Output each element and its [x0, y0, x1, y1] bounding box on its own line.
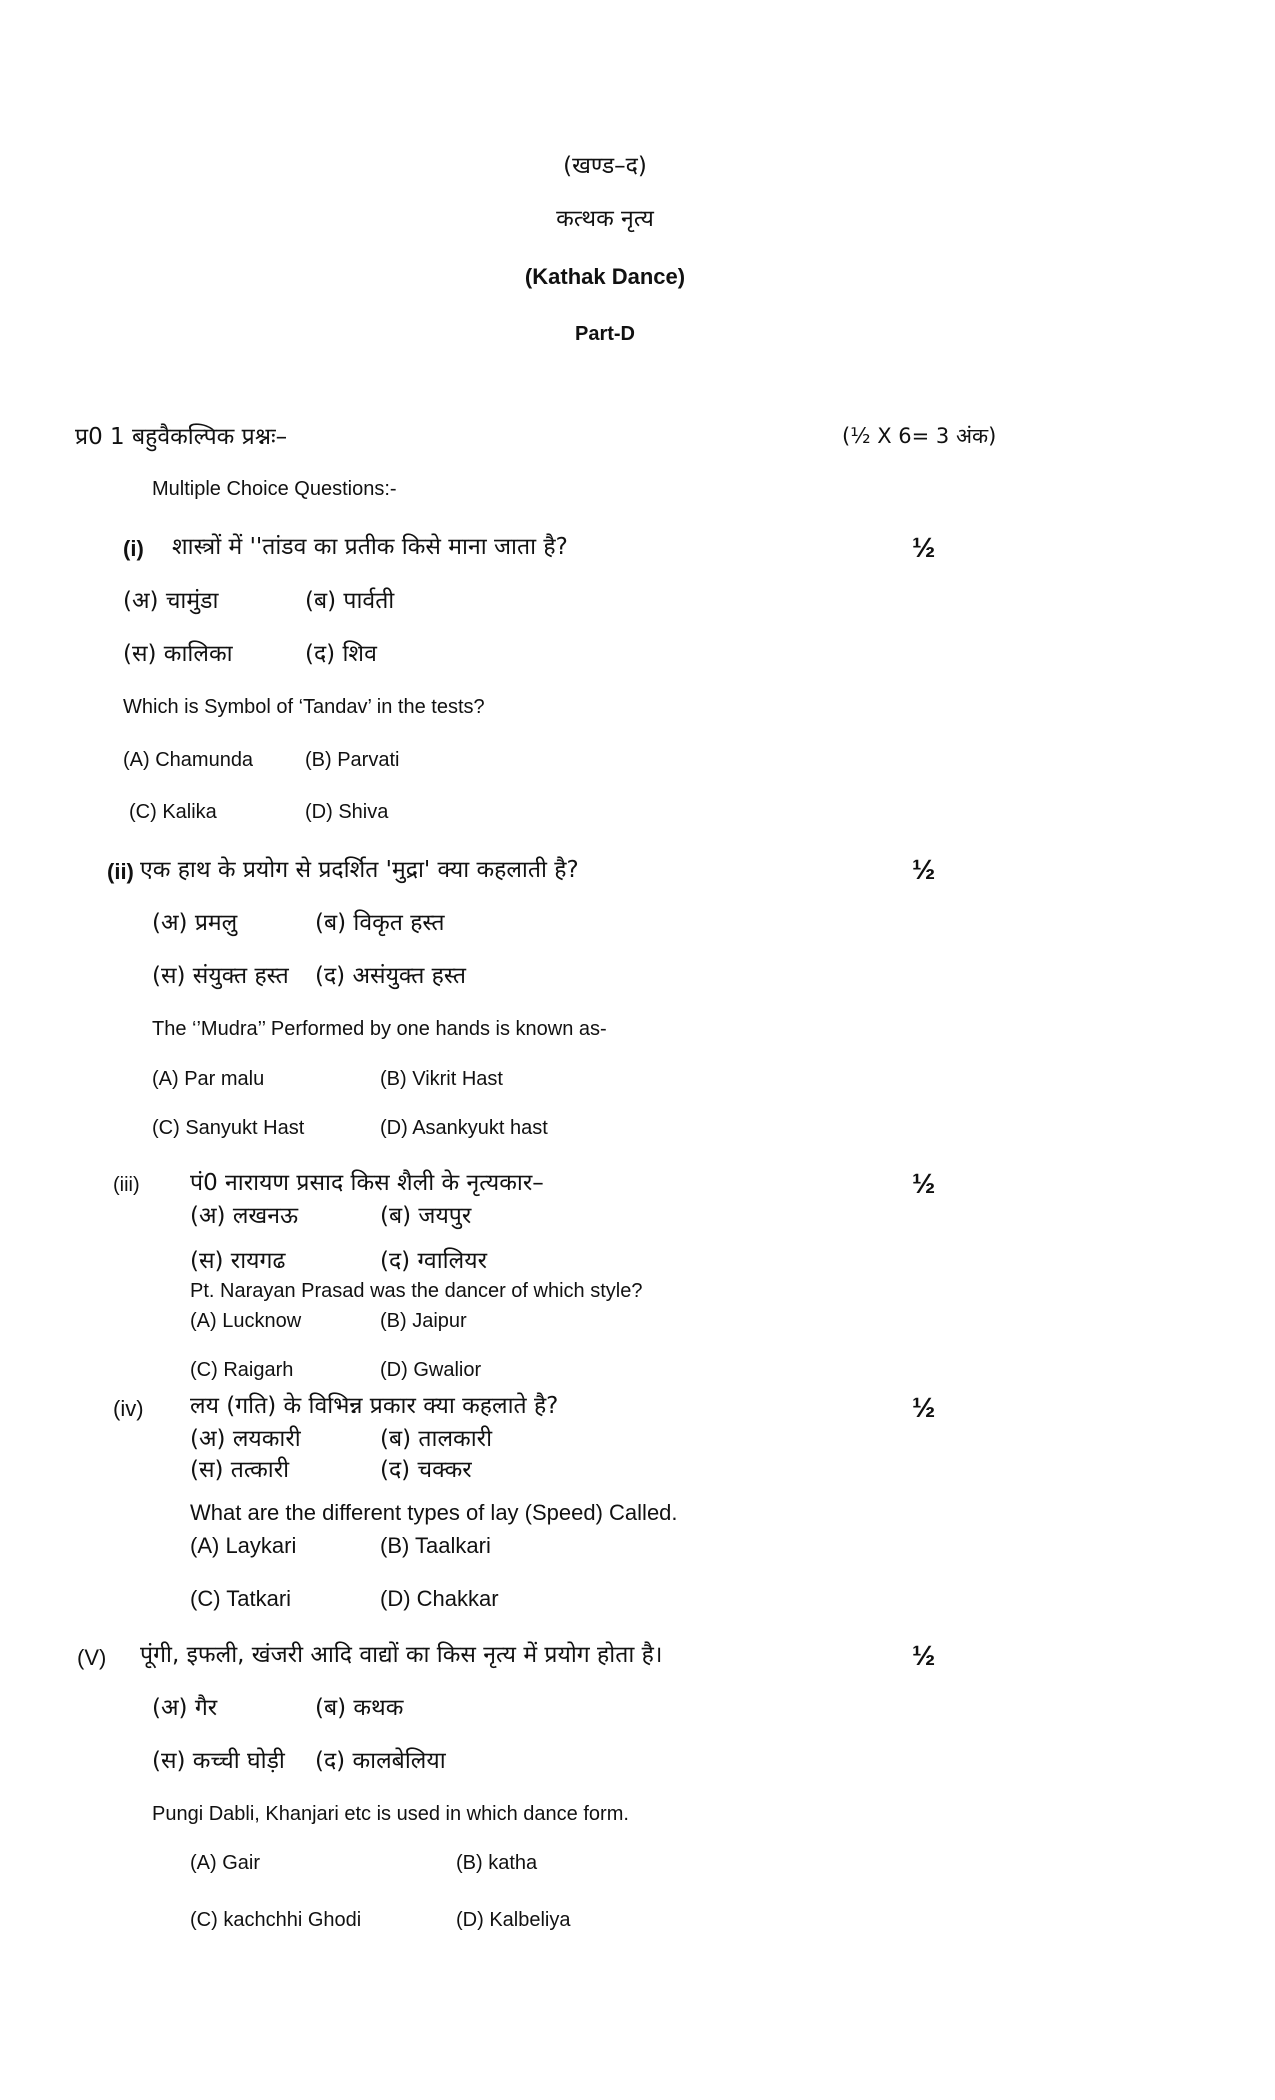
option-english-d: (D) Chakkar — [380, 1586, 499, 1611]
option-hindi-a: (अ) चामुंडा — [123, 588, 219, 614]
option-hindi-d: (द) कालबेलिया — [315, 1748, 446, 1774]
question-hindi: शास्त्रों में ''तांडव का प्रतीक किसे माना जाता है? — [172, 534, 568, 560]
item-number: (V) — [77, 1645, 107, 1670]
option-english-b: (B) Taalkari — [380, 1533, 491, 1558]
option-english-d: (D) Kalbeliya — [456, 1909, 571, 1931]
option-english-c: (C) kachchhi Ghodi — [190, 1909, 362, 1931]
option-english-a: (A) Par malu — [152, 1068, 265, 1090]
item-number: (ii) — [107, 859, 134, 884]
option-english-d: (D) Shiva — [305, 801, 389, 823]
question-mark: ½ — [912, 1168, 936, 1199]
option-english-b: (B) Vikrit Hast — [380, 1068, 503, 1090]
question-mark: ½ — [912, 532, 936, 563]
question-hindi: पूंगी, इफली, खंजरी आदि वाद्यों का किस नृत्य में प्रयोग होता है। — [140, 1642, 663, 1668]
option-hindi-b: (ब) विकृत हस्त — [315, 910, 445, 936]
subject-hindi: कत्थक नृत्य — [556, 206, 654, 232]
option-hindi-c: (स) संयुक्त हस्त — [152, 963, 289, 989]
option-english-b: (B) Parvati — [305, 749, 400, 771]
option-hindi-b: (ब) तालकारी — [380, 1426, 493, 1452]
question-hindi: पं0 नारायण प्रसाद किस शैली के नृत्यकार– — [190, 1170, 544, 1196]
option-hindi-d: (द) चक्कर — [380, 1457, 472, 1483]
option-hindi-c: (स) तत्कारी — [190, 1457, 290, 1483]
option-hindi-a: (अ) लयकारी — [190, 1426, 301, 1452]
option-english-a: (A) Chamunda — [123, 749, 254, 771]
question-mark: ½ — [912, 1392, 936, 1423]
item-number: (iii) — [113, 1174, 140, 1196]
option-hindi-a: (अ) लखनऊ — [190, 1203, 299, 1229]
option-hindi-a: (अ) प्रमलु — [152, 910, 238, 936]
option-hindi-b: (ब) जयपुर — [380, 1203, 472, 1229]
option-hindi-c: (स) कालिका — [123, 641, 233, 667]
option-english-d: (D) Asankyukt hast — [380, 1117, 548, 1139]
option-hindi-c: (स) कच्ची घोड़ी — [152, 1748, 285, 1774]
question-mark: ½ — [912, 854, 936, 885]
question-english: Which is Symbol of ‘Tandav’ in the tests? — [123, 696, 485, 718]
option-hindi-d: (द) ग्वालियर — [380, 1248, 487, 1274]
option-english-c: (C) Sanyukt Hast — [152, 1117, 305, 1139]
option-english-c: (C) Tatkari — [190, 1586, 292, 1611]
option-hindi-d: (द) शिव — [305, 641, 377, 667]
mcq-label-english: Multiple Choice Questions:- — [152, 478, 397, 500]
question-1-label: प्र0 1 बहुवैकल्पिक प्रश्नः– — [75, 424, 288, 450]
question-mark: ½ — [912, 1640, 936, 1671]
question-english: What are the different types of lay (Speed) Called. — [190, 1500, 678, 1525]
option-english-a: (A) Laykari — [190, 1533, 297, 1558]
option-english-b: (B) katha — [456, 1852, 538, 1874]
option-hindi-b: (ब) कथक — [315, 1695, 404, 1721]
question-english: Pungi Dabli, Khanjari etc is used in which dance form. — [152, 1803, 629, 1825]
item-number: (iv) — [113, 1396, 144, 1421]
part-label: Part-D — [574, 323, 635, 345]
option-english-c: (C) Raigarh — [190, 1359, 294, 1381]
option-english-a: (A) Gair — [190, 1852, 260, 1874]
option-english-c: (C) Kalika — [129, 801, 217, 823]
section-label: (खण्ड–द) — [563, 153, 647, 179]
question-english: Pt. Narayan Prasad was the dancer of which style? — [190, 1280, 643, 1302]
question-1-marks: (½ X 6= 3 अंक) — [842, 424, 997, 448]
question-hindi: लय (गति) के विभिन्न प्रकार क्या कहलाते है? — [190, 1393, 559, 1419]
subject-english: (Kathak Dance) — [524, 264, 686, 289]
option-hindi-a: (अ) गैर — [152, 1695, 218, 1721]
option-english-a: (A) Lucknow — [190, 1310, 302, 1332]
question-hindi: एक हाथ के प्रयोग से प्रदर्शित 'मुद्रा' क्या कहलाती है? — [140, 857, 579, 883]
option-hindi-c: (स) रायगढ — [190, 1248, 286, 1274]
option-english-b: (B) Jaipur — [380, 1310, 467, 1332]
option-hindi-d: (द) असंयुक्त हस्त — [315, 963, 466, 989]
item-number: (i) — [123, 536, 144, 561]
option-english-d: (D) Gwalior — [380, 1359, 482, 1381]
question-english: The ‘’Mudra’’ Performed by one hands is known as- — [152, 1018, 607, 1040]
option-hindi-b: (ब) पार्वती — [305, 588, 395, 614]
